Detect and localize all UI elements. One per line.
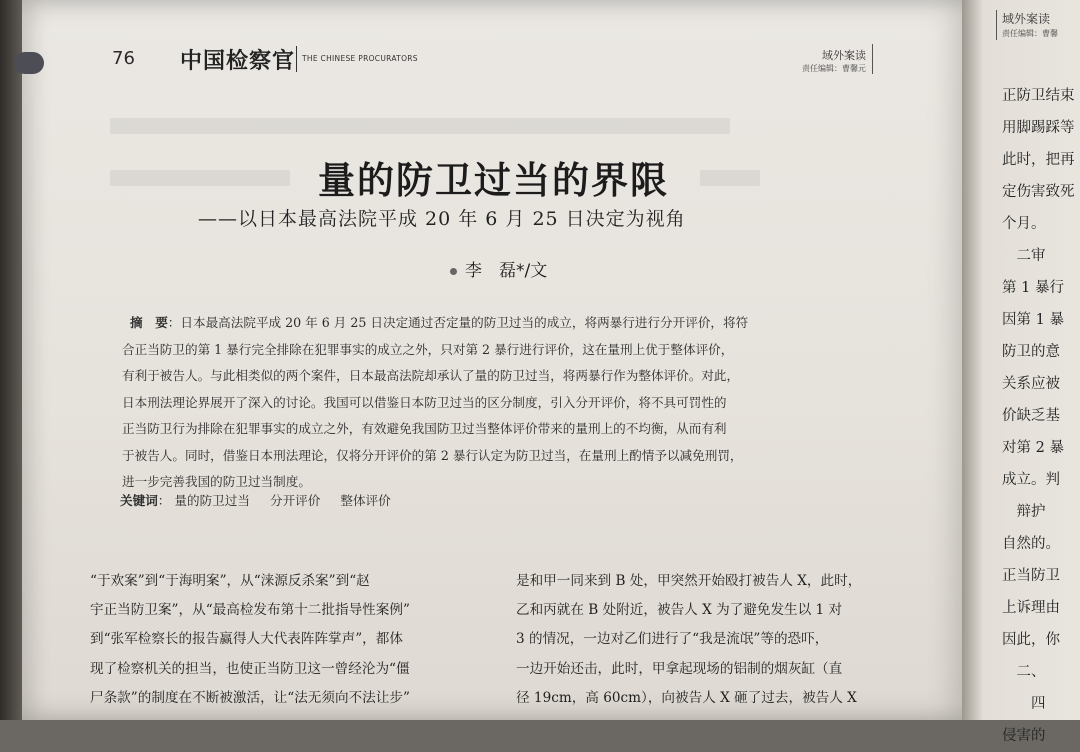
keyword: 量的防卫过当 (174, 493, 250, 508)
column-divider (872, 44, 873, 74)
facing-page (962, 0, 1080, 744)
body-line: 一边开始还击，此时，甲拿起现场的铝制的烟灰缸（直 (516, 660, 843, 677)
abstract-line: 有利于被告人。与此相类似的两个案件，日本最高法院却承认了量的防卫过当，将两暴行作为整体评价。对此， (122, 368, 740, 383)
facing-page-line: 四 (1002, 696, 1046, 712)
body-line: 乙和丙就在 B 处附近，被告人 X 为了避免发生以 1 对 (516, 602, 843, 619)
facing-page-line: 正当防卫 (1002, 568, 1060, 584)
facing-page-line: 自然的。 (1002, 536, 1060, 552)
editor-credit: 责任编辑：曹馨元 (802, 64, 866, 73)
column-label: 域外案读 (822, 49, 866, 62)
bullet-icon (450, 268, 457, 275)
facing-page-text (1002, 80, 1075, 752)
facing-page-line: 第 1 暴行 (1002, 280, 1064, 296)
facing-page-line: 侵害的 (1002, 728, 1046, 744)
facing-page-line: 正防卫结束 (1002, 88, 1075, 104)
page-number: 76 (112, 48, 135, 69)
abstract-line: 正当防卫行为排除在犯罪事实的成立之外，有效避免我国防卫过当整体评价带来的量刑上的不均衡，从而有利 (122, 421, 727, 436)
facing-page-line: 因第 1 暴 (1002, 312, 1064, 328)
facing-page-line: 因此，你 (1002, 632, 1060, 648)
facing-page-line: 辩护 (1002, 504, 1046, 520)
show-through-text (110, 118, 730, 134)
article-title: 量的防卫过当的界限 (318, 159, 669, 202)
facing-page-line: 二、 (1002, 664, 1046, 680)
show-through-text (110, 170, 290, 186)
body-line: 到“张军检察长的报告赢得人大代表阵阵掌声”，都体 (90, 631, 403, 648)
column-divider (996, 10, 997, 40)
abstract-line: 于被告人。同时，借鉴日本刑法理论，仅将分开评价的第 2 暴行认定为防卫过当，在量刑上酌情予以减免刑罚， (122, 447, 743, 463)
facing-page-line: 用脚踢踩等 (1002, 120, 1075, 136)
body-line: 3 的情况，一边对乙们进行了“我是流氓”等的恐吓， (516, 631, 829, 648)
facing-page-line: 防卫的意 (1002, 344, 1060, 360)
abstract-label: 摘 要 (130, 315, 168, 330)
abstract-line: 合正当防卫的第 1 暴行完全排除在犯罪事实的成立之外，只对第 2 暴行进行评价，这在量刑上优于整体评价， (122, 341, 734, 357)
article-subtitle: ——以日本最高法院平成 20 年 6 月 25 日决定为视角 (198, 208, 686, 230)
abstract (122, 310, 882, 496)
facing-editor-credit: 责任编辑：曹馨 (1002, 29, 1058, 38)
author-suffix: */文 (516, 261, 548, 281)
facing-page-line: 上诉理由 (1002, 600, 1060, 616)
author-name: 李 磊 (465, 261, 516, 281)
abstract-line (122, 310, 882, 337)
body-line: 径 19cm，高 60cm），向被告人 X 砸了过去，被告人 X (516, 689, 857, 706)
page-tab-marker (14, 52, 44, 74)
body-line: 宇正当防卫案”，从“最高检发布第十二批指导性案例” (90, 602, 410, 619)
abstract-line: 日本刑法理论界展开了深入的讨论。我国可以借鉴日本防卫过当的区分制度，引入分开评价，将不具可罚性的 (122, 394, 727, 410)
show-through-text (700, 170, 760, 186)
facing-page-line: 成立。判 (1002, 472, 1060, 488)
facing-page-line: 关系应被 (1002, 376, 1060, 392)
facing-page-line: 定伤害致死 (1002, 184, 1075, 200)
body-column-right (516, 567, 926, 713)
body-line: “于欢案”到“于海明案”，从“涞源反杀案”到“赵 (90, 573, 370, 589)
abstract-line: 进一步完善我国的防卫过当制度。 (122, 474, 311, 489)
facing-column-label: 域外案读 (1002, 12, 1051, 26)
masthead-subtitle: THE CHINESE PROCURATORS (302, 54, 418, 63)
keyword: 整体评价 (340, 493, 391, 508)
body-line: 是和甲一同来到 B 处，甲突然开始殴打被告人 X，此时， (516, 573, 862, 589)
abstract-text: ：日本最高法院平成 20 年 6 月 25 日决定通过否定量的防卫过当的成立，将两暴行进行分开评价，将符 (167, 315, 749, 330)
facing-page-line: 价缺乏基 (1002, 408, 1060, 424)
keywords-label: 关键词 (120, 493, 158, 508)
masthead-logo: 中国检察官 (180, 48, 296, 74)
body-line: 尸条款”的制度在不断被激活，让“法无须向不法让步” (90, 689, 410, 706)
body-line: 现了检察机关的担当，也使正当防卫这一曾经沦为“僵 (90, 660, 410, 677)
facing-page-line: 此时，把再 (1002, 152, 1075, 168)
keywords: 关键词： 量的防卫过当 分开评价 整体评价 (120, 493, 391, 508)
facing-page-line: 对第 2 暴 (1002, 440, 1064, 456)
facing-page-line: 二审 (1002, 248, 1046, 264)
byline (450, 256, 547, 281)
masthead-divider (296, 46, 297, 72)
facing-page-line: 个月。 (1002, 216, 1046, 232)
body-column-left (90, 567, 500, 713)
keyword: 分开评价 (269, 493, 321, 508)
